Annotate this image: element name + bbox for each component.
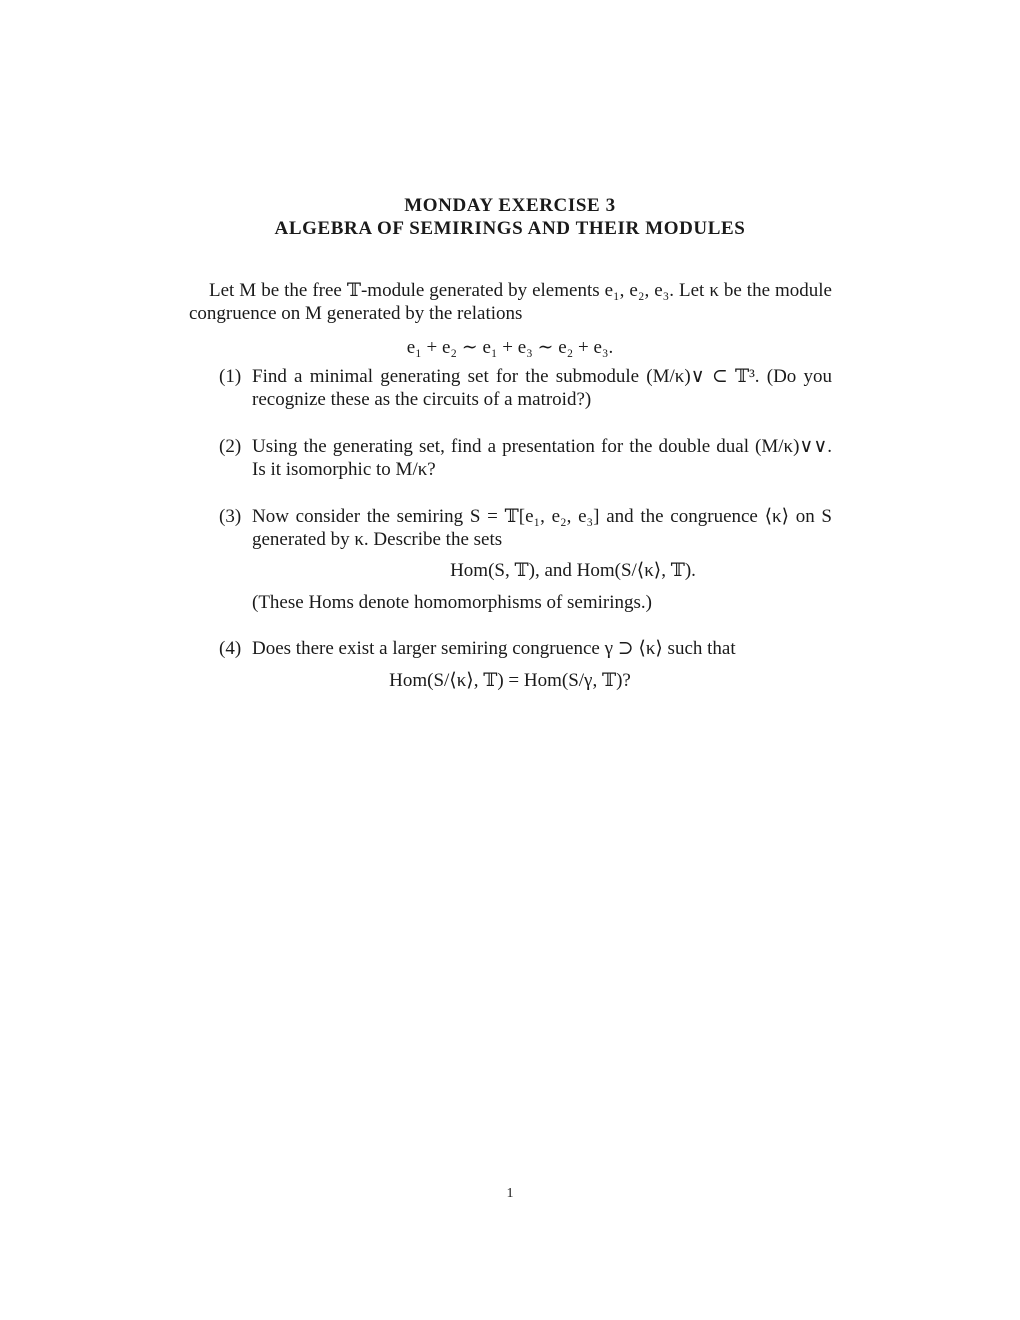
- item-3-note: (These Homs denote homomorphisms of semirings.): [252, 592, 653, 613]
- title-line-2: ALGEBRA OF SEMIRINGS AND THEIR MODULES: [274, 218, 746, 239]
- item-text: Does there exist a larger semiring congruence γ ⊃ ⟨κ⟩ such that: [252, 638, 736, 659]
- title-line-1: MONDAY EXERCISE 3: [404, 195, 616, 216]
- item-number: (1): [219, 366, 242, 387]
- item-number: (3): [219, 506, 242, 527]
- intro-paragraph: Let M be the free 𝕋-module generated by elements e₁, e₂, e₃. Let κ be the module congruence on M generated by the relations: [189, 280, 832, 324]
- page-number: 1: [506, 1186, 514, 1201]
- relation-display: e₁ + e₂ ∼ e₁ + e₃ ∼ e₂ + e₃.: [406, 337, 614, 358]
- item-number: (4): [219, 638, 242, 659]
- item-number: (2): [219, 436, 242, 457]
- item-text: Using the generating set, find a presentation for the double dual (M/κ)∨∨. Is it isomorphic to M/κ?: [252, 436, 832, 480]
- item-text: Find a minimal generating set for the submodule (M/κ)∨ ⊂ 𝕋³. (Do you recognize these as the circuits of a matroid?): [252, 366, 832, 410]
- item-4-display: Hom(S/⟨κ⟩, 𝕋) = Hom(S/γ, 𝕋)?: [389, 670, 631, 691]
- item-3-display: Hom(S, 𝕋), and Hom(S/⟨κ⟩, 𝕋).: [450, 560, 696, 581]
- item-text: Now consider the semiring S = 𝕋[e₁, e₂, e₃] and the congruence ⟨κ⟩ on S generated by κ. Describe the sets: [252, 506, 832, 550]
